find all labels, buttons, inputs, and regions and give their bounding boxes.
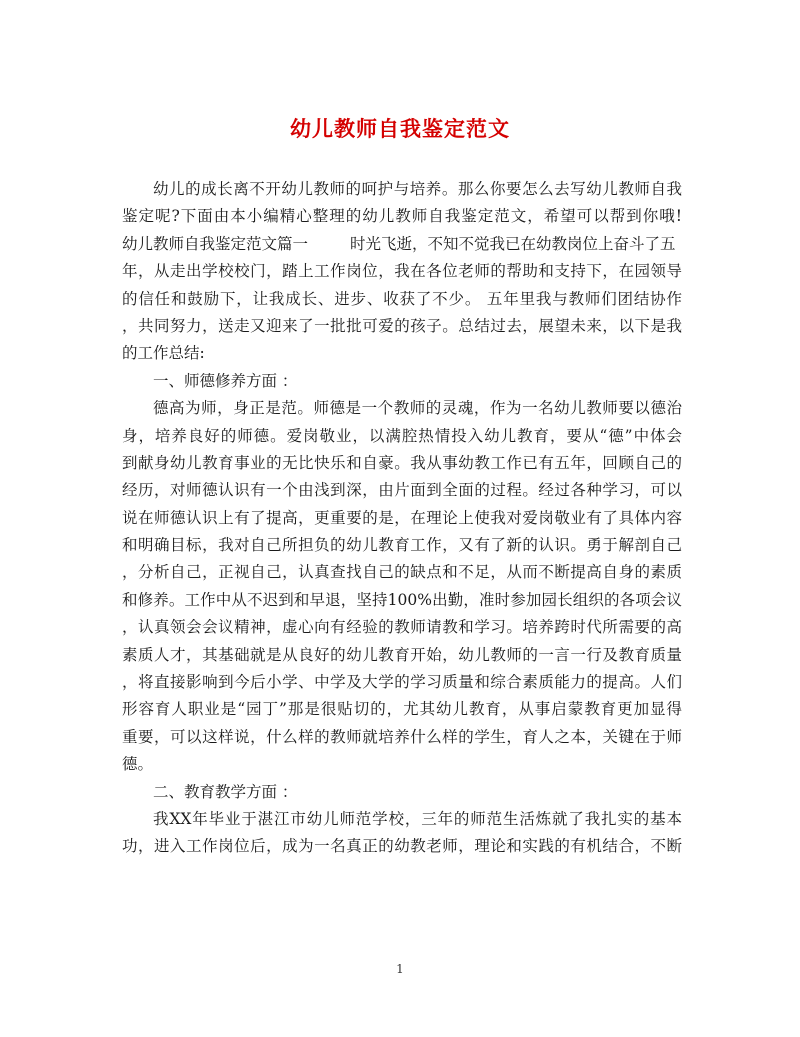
paragraph-line: 德高为师，身正是范。师德是一个教师的灵魂，作为一名幼儿教师要以德治 bbox=[153, 399, 682, 418]
paragraph-line: 的工作总结: bbox=[122, 344, 205, 363]
paragraph-line: ，分析自己，正视自己，认真查找自己的缺点和不足，从而不断提高自身的素质 bbox=[122, 563, 682, 582]
paragraph-line: 重要，可以这样说，什么样的教师就培养什么样的学生，育人之本，关键在于师 bbox=[122, 727, 682, 746]
section-heading-article-one: 幼儿教师自我鉴定范文篇一 bbox=[122, 234, 309, 253]
paragraph-line: 素质人才，其基础就是从良好的幼儿教育开始，幼儿教师的一言一行及教育质量 bbox=[122, 645, 682, 664]
section-heading-ethics: 一、师德修养方面 ： bbox=[153, 371, 298, 390]
paragraph-text: 时光飞逝，不知不觉我已在幼教岗位上奋斗了五 bbox=[350, 234, 676, 253]
document-title: 幼儿教师自我鉴定范文 bbox=[290, 116, 510, 141]
paragraph-line: 身，培养良好的师德。爱岗敬业，以满腔热情投入幼儿教育，要从“德”中体会 bbox=[122, 426, 682, 445]
paragraph-line bbox=[122, 231, 682, 258]
document-body bbox=[122, 176, 682, 861]
paragraph-line: 形容育人职业是“园丁”那是很贴切的，尤其幼儿教育，从事启蒙教育更加显得 bbox=[122, 700, 682, 719]
paragraph-line: 幼儿的成长离不开幼儿教师的呵护与培养。那么你要怎么去写幼儿教师自我 bbox=[153, 180, 682, 198]
paragraph-line: ，认真领会会议精神，虚心向有经验的教师请教和学习。培养跨时代所需要的高 bbox=[122, 618, 682, 637]
paragraph-line: 到献身幼儿教育事业的无比快乐和自豪。我从事幼教工作已有五年，回顾自己的 bbox=[122, 453, 682, 472]
paragraph-line: 德。 bbox=[122, 755, 154, 774]
paragraph-line: ，共同努力，送走又迎来了一批批可爱的孩子。总结过去，展望未来，以下是我 bbox=[122, 316, 682, 335]
page-number: 1 bbox=[396, 962, 404, 976]
paragraph-line: 的信任和鼓励下，让我成长、进步、收获了不少。 五年里我与教师们团结协作 bbox=[122, 289, 682, 308]
paragraph-line: 年，从走出学校校门，踏上工作岗位，我在各位老师的帮助和支持下，在园领导 bbox=[122, 262, 682, 281]
paragraph-line: 鉴定呢?下面由本小编精心整理的幼儿教师自我鉴定范文，希望可以帮到你哦! bbox=[122, 207, 682, 226]
paragraph-line: 和明确目标，我对自己所担负的幼儿教育工作，又有了新的认识。勇于解剖自己 bbox=[122, 536, 682, 555]
paragraph-line: 说在师德认识上有了提高，更重要的是，在理论上使我对爱岗敬业有了具体内容 bbox=[122, 508, 682, 527]
paragraph-line: 我XX年毕业于湛江市幼儿师范学校，三年的师范生活炼就了我扎实的基本 bbox=[153, 809, 682, 828]
paragraph-line: 功，进入工作岗位后，成为一名真正的幼教老师，理论和实践的有机结合，不断 bbox=[122, 837, 682, 856]
section-heading-teaching: 二、教育教学方面 ： bbox=[153, 782, 298, 801]
paragraph-line: ，将直接影响到今后小学、中学及大学的学习质量和综合素质能力的提高。人们 bbox=[122, 673, 682, 692]
paragraph-line: 和修养。工作中从不迟到和早退，坚持100%出勤，准时参加园长组织的各项会议 bbox=[122, 590, 682, 609]
paragraph-line: 经历，对师德认识有一个由浅到深，由片面到全面的过程。经过各种学习，可以 bbox=[122, 481, 682, 500]
